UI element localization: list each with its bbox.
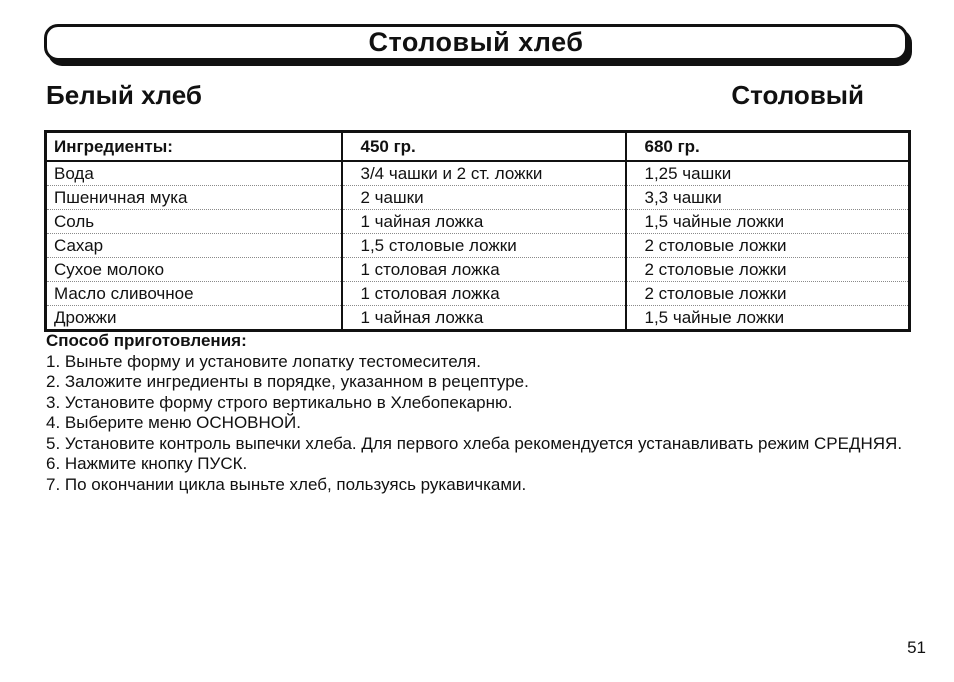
heading-bread-type-left: Белый хлеб: [46, 80, 202, 110]
amount-450g: 1 чайная ложка: [342, 306, 626, 331]
amount-680g: 1,5 чайные ложки: [626, 306, 910, 331]
method-step: 6. Нажмите кнопку ПУСК.: [46, 454, 248, 473]
amount-450g: 1 столовая ложка: [342, 282, 626, 306]
table-header-row: [46, 132, 910, 162]
amount-680g: 3,3 чашки: [626, 186, 910, 210]
amount-450g: 1,5 столовые ложки: [342, 234, 626, 258]
sub-headings: [46, 80, 864, 111]
amount-450g: 3/4 чашки и 2 ст. ложки: [342, 161, 626, 186]
method-step: 1. Выньте форму и установите лопатку тестомесителя.: [46, 351, 481, 371]
page-number: 51: [907, 638, 926, 657]
col-header-ingredients: Ингредиенты:: [46, 132, 342, 162]
method-step: 3. Установите форму строго вертикально в Хлебопекарню.: [46, 392, 513, 412]
table-row: [46, 234, 910, 258]
table-row: [46, 210, 910, 234]
ingredient-name: Дрожжи: [46, 306, 342, 331]
method-step: 2. Заложите ингредиенты в порядке, указанном в рецептуре.: [46, 372, 529, 391]
method-step: 7. По окончании цикла выньте хлеб, пользуясь рукавичками.: [46, 474, 527, 494]
preparation-method: [46, 331, 920, 495]
ingredients-table: [44, 130, 911, 332]
table-row: [46, 258, 910, 282]
amount-680g: 2 столовые ложки: [626, 258, 910, 282]
col-header-450g: 450 гр.: [342, 132, 626, 162]
amount-450g: 1 чайная ложка: [342, 210, 626, 234]
table-row: [46, 186, 910, 210]
amount-680g: 1,25 чашки: [626, 161, 910, 186]
table-row: [46, 161, 910, 186]
col-header-680g: 680 гр.: [626, 132, 910, 162]
ingredient-name: Сахар: [46, 234, 342, 258]
method-step: 5. Установите контроль выпечки хлеба. Для первого хлеба рекомендуется устанавливать режим СРЕДНЯЯ.: [46, 433, 903, 453]
amount-450g: 2 чашки: [342, 186, 626, 210]
ingredient-name: Соль: [46, 210, 342, 234]
amount-680g: 1,5 чайные ложки: [626, 210, 910, 234]
table-row: [46, 306, 910, 331]
ingredient-name: Пшеничная мука: [46, 186, 342, 210]
method-title: Способ приготовления:: [46, 331, 247, 350]
ingredient-name: Сухое молоко: [46, 258, 342, 282]
heading-bread-type-right: Столовый: [731, 80, 864, 110]
amount-680g: 2 столовые ложки: [626, 282, 910, 306]
recipe-title: Столовый хлеб: [368, 27, 584, 57]
method-step: 4. Выберите меню ОСНОВНОЙ.: [46, 413, 301, 432]
ingredient-name: Вода: [54, 163, 94, 183]
recipe-title-banner: [44, 24, 908, 61]
table-row: [46, 282, 910, 306]
amount-450g: 1 столовая ложка: [342, 258, 626, 282]
ingredient-name: Масло сливочное: [46, 282, 342, 306]
amount-680g: 2 столовые ложки: [626, 234, 910, 258]
